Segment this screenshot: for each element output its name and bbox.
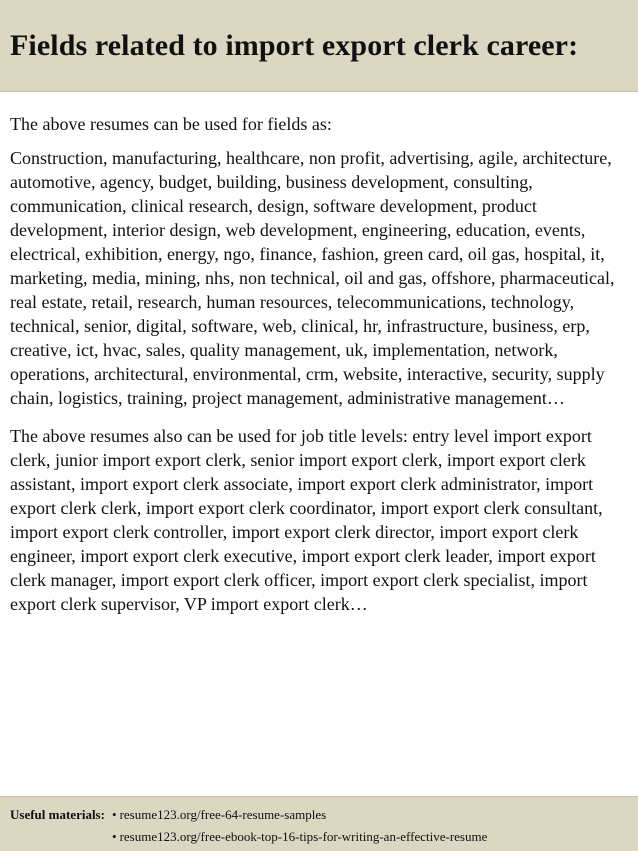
bullet-icon: • (112, 807, 117, 822)
useful-materials-label (10, 806, 105, 824)
fields-intro: The above resumes can be used for fields as: (10, 114, 332, 134)
list-item (112, 806, 487, 824)
useful-materials-links (112, 806, 487, 846)
main-content (10, 112, 632, 616)
page-title: Fields related to import export clerk career: (10, 29, 579, 62)
bullet-icon: • (112, 829, 117, 844)
fields-list: Construction, manufacturing, healthcare, non profit, advertising, agile, architecture, automotive, agency, budget, building, business development, consulting, communication, clinical research, design, software development, product development, interior design, web development, engineering, education, events, electrical, exhibition, energy, ngo, finance, fashion, green card, oil gas, hospital, it, marketing, media, mining, nhs, non technical, oil and gas, offshore, pharmaceutical, real estate, retail, research, human resources, telecommunications, technology, technical, senior, digital, software, web, clinical, hr, infrastructure, business, erp, creative, ict, hvac, sales, quality management, uk, implementation, network, operations, architectural, environmental, crm, website, interactive, security, supply chain, logistics, training, project management, administrative management… (10, 148, 615, 408)
useful-materials-separator: : (100, 807, 105, 822)
title-banner (0, 0, 638, 92)
useful-materials-label-text: Useful materials (10, 807, 101, 822)
useful-materials-footer (0, 796, 638, 851)
job-levels-paragraph: The above resumes also can be used for job title levels: entry level import export clerk, junior import export clerk, senior import export clerk, import export clerk assistant, import export clerk associate, import export clerk administrator, import export clerk clerk, import export clerk coordinator, import export clerk consultant, import export clerk controller, import export clerk director, import export clerk engineer, import export clerk executive, import export clerk leader, import export clerk manager, import export clerk officer, import export clerk specialist, import export clerk supervisor, VP import export clerk… (10, 426, 603, 614)
resume-samples-link[interactable]: resume123.org/free-64-resume-samples (119, 807, 327, 822)
list-item (112, 828, 487, 846)
resume-ebook-link[interactable]: resume123.org/free-ebook-top-16-tips-for-writing-an-effective-resume (119, 829, 488, 844)
